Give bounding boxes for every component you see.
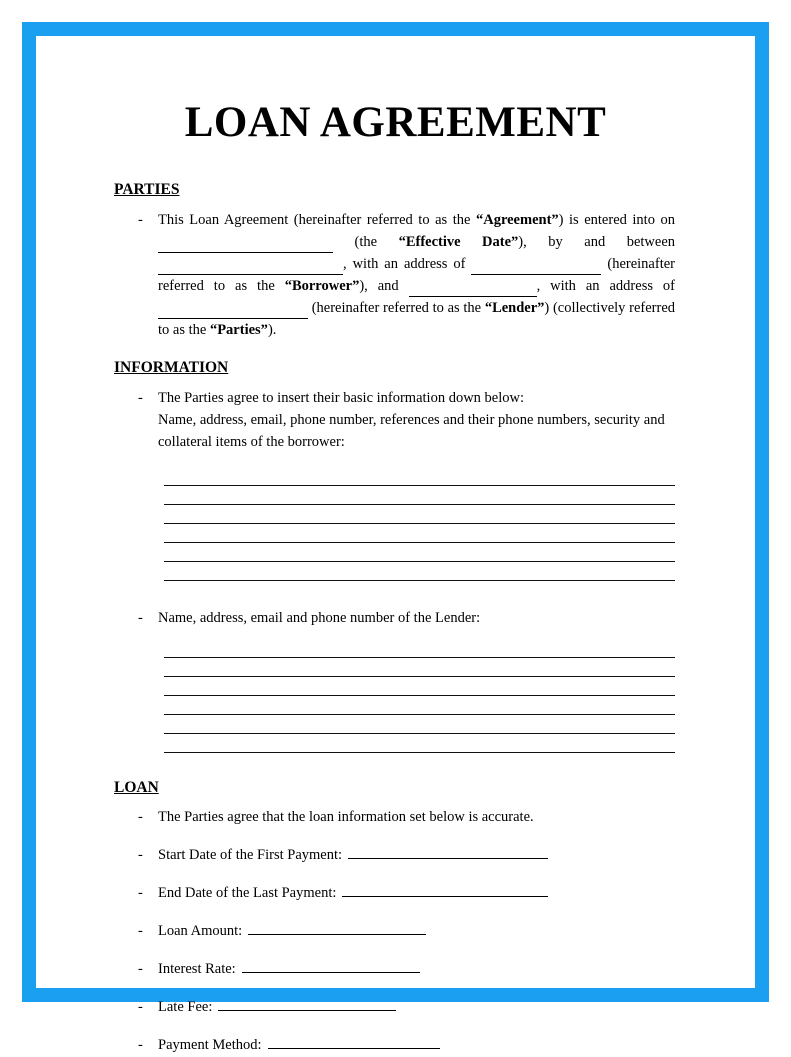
loan-item-blank[interactable] xyxy=(218,996,396,1011)
information-item-1-row xyxy=(92,387,699,453)
loan-item xyxy=(92,958,699,981)
loan-item-blank[interactable] xyxy=(342,882,548,897)
blank-line[interactable] xyxy=(164,734,675,753)
lender-info-blank-lines[interactable] xyxy=(92,639,699,753)
parties-term-borrower: “Borrower” xyxy=(284,278,360,295)
loan-item-label: End Date of the Last Payment: xyxy=(158,885,337,902)
borrower-info-blank-lines[interactable] xyxy=(92,467,699,581)
blank-line[interactable] xyxy=(164,562,675,581)
loan-item-blank[interactable] xyxy=(248,920,426,935)
section-heading-parties: PARTIES xyxy=(114,181,180,198)
parties-paragraph-row xyxy=(92,209,699,341)
parties-term-agreement: “Agreement” xyxy=(475,212,559,228)
parties-text-8: , with an address of xyxy=(536,278,675,295)
parties-text-3: (the xyxy=(333,234,399,251)
loan-item-label: Interest Rate: xyxy=(158,961,236,978)
section-heading-loan: LOAN xyxy=(114,779,159,797)
bullet-dash: - xyxy=(138,923,143,940)
parties-text-4: ), by and between xyxy=(518,234,676,251)
document-page xyxy=(36,36,755,1053)
blank-line[interactable] xyxy=(164,677,675,696)
loan-item-label: Late Fee: xyxy=(158,999,213,1015)
parties-paragraph xyxy=(158,209,675,341)
information-item-1-line-1: The Parties agree to insert their basic information down below: xyxy=(158,390,525,407)
bullet-dash: - xyxy=(138,390,143,407)
blank-line[interactable] xyxy=(164,505,675,524)
loan-item xyxy=(92,844,699,867)
lender-name-blank[interactable] xyxy=(409,283,537,297)
loan-item xyxy=(92,882,699,905)
loan-item-label: Loan Amount: xyxy=(158,923,243,940)
loan-item xyxy=(92,1034,699,1057)
blank-line[interactable] xyxy=(164,715,675,734)
lender-address-blank[interactable] xyxy=(158,305,308,319)
loan-item-label: The Parties agree that the loan information set below is accurate. xyxy=(158,809,534,826)
information-item-2: Name, address, email and phone number of the Lender: xyxy=(158,610,481,627)
borrower-name-blank[interactable] xyxy=(158,261,343,275)
blank-line[interactable] xyxy=(164,524,675,543)
blank-line[interactable] xyxy=(164,543,675,562)
bullet-dash: - xyxy=(138,961,143,978)
information-item-2-row xyxy=(92,607,699,629)
section-parties xyxy=(92,181,699,341)
blank-line[interactable] xyxy=(164,467,675,486)
page-title: LOAN AGREEMENT xyxy=(184,99,607,146)
section-heading-information: INFORMATION xyxy=(114,359,229,377)
information-item-1-line-2: Name, address, email, phone number, references and their phone numbers, security and xyxy=(158,412,665,429)
loan-item xyxy=(92,807,699,829)
blank-line[interactable] xyxy=(164,658,675,677)
information-item-1-line-3: collateral items of the borrower: xyxy=(158,434,345,451)
section-information xyxy=(92,359,699,753)
loan-item-label: Payment Method: xyxy=(158,1036,262,1053)
bullet-dash: - xyxy=(138,999,143,1015)
bullet-dash: - xyxy=(138,847,143,864)
loan-item-blank[interactable] xyxy=(242,958,420,973)
blank-line[interactable] xyxy=(164,696,675,715)
loan-item-blank[interactable] xyxy=(348,844,548,859)
information-item-1 xyxy=(158,387,675,453)
parties-text-7: ), and xyxy=(359,278,409,295)
loan-item-blank[interactable] xyxy=(268,1034,440,1049)
parties-text-1: This Loan Agreement (hereinafter referred to as the xyxy=(158,212,476,228)
document-border-frame xyxy=(22,22,769,1053)
loan-items-list xyxy=(92,807,699,1056)
blank-line[interactable] xyxy=(164,486,675,505)
parties-term-effective-date: “Effective Date” xyxy=(398,234,519,251)
section-loan xyxy=(92,779,699,1056)
parties-text-11: ). xyxy=(267,322,277,339)
bullet-dash: - xyxy=(138,610,143,627)
blank-line[interactable] xyxy=(164,639,675,658)
parties-text-5: , with an address of xyxy=(343,256,472,273)
borrower-address-blank[interactable] xyxy=(471,261,601,275)
parties-text-2: ) is entered into on xyxy=(558,212,675,228)
bullet-dash: - xyxy=(138,885,143,902)
loan-item xyxy=(92,920,699,943)
loan-item-label: Start Date of the First Payment: xyxy=(158,847,343,864)
bullet-dash: - xyxy=(138,1036,143,1053)
parties-text-9: (hereinafter referred to as the xyxy=(308,300,485,317)
effective-date-blank[interactable] xyxy=(158,239,333,253)
parties-term-lender: “Lender” xyxy=(484,300,545,317)
bullet-dash: - xyxy=(138,809,143,826)
loan-item xyxy=(92,996,699,1019)
bullet-dash: - xyxy=(138,212,143,228)
parties-text-6: (hereinafter referred to as the xyxy=(158,256,675,295)
parties-term-parties: “Parties” xyxy=(209,322,268,339)
parties-text-10: ) (collectively referred to as the xyxy=(158,300,676,339)
